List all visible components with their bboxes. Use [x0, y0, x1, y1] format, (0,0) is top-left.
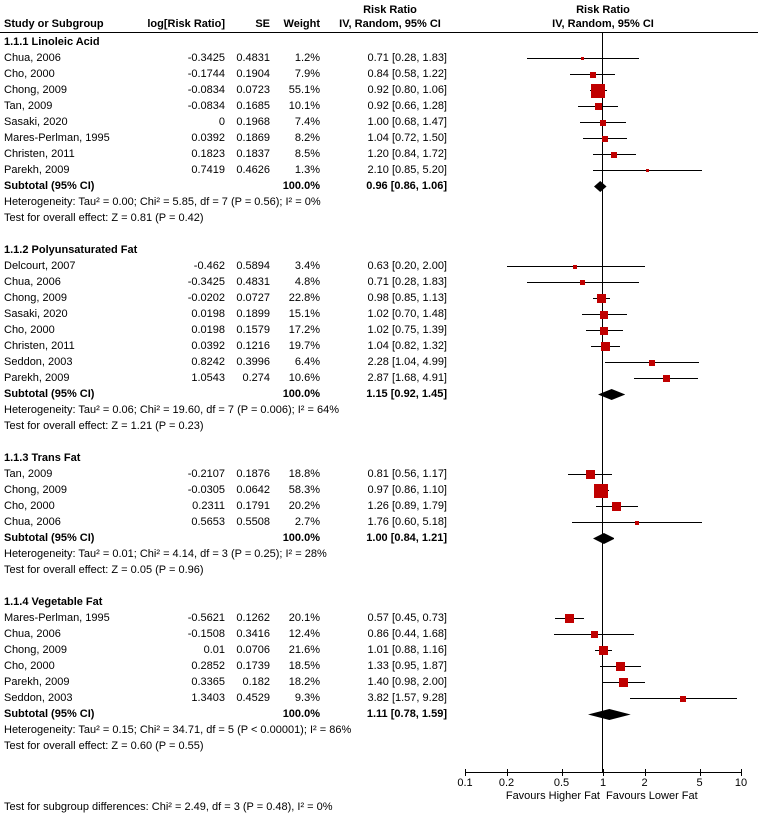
- weight-value: 1.2%: [294, 52, 320, 64]
- axis-tick: [645, 769, 646, 776]
- axis-tick: [562, 769, 563, 776]
- ci-text-value: 1.01 [0.88, 1.16]: [367, 644, 447, 656]
- se-value: 0.0727: [236, 292, 270, 304]
- study-label: Chua, 2006: [4, 516, 61, 528]
- log-rr-value: -0.0202: [187, 292, 225, 304]
- weight-value: 10.1%: [288, 100, 320, 112]
- axis-tick-label: 10: [734, 777, 748, 789]
- effect-square: [594, 484, 608, 498]
- ci-text-value: 1.26 [0.89, 1.79]: [367, 500, 447, 512]
- ci-text-value: 0.81 [0.56, 1.17]: [367, 468, 447, 480]
- overall-effect-text: Test for overall effect: Z = 1.21 (P = 0.23): [4, 420, 204, 432]
- log-rr-value: 0.8242: [191, 356, 225, 368]
- weight-value: 2.7%: [294, 516, 320, 528]
- axis-tick-label: 0.1: [457, 777, 473, 789]
- ci-text-value: 0.96 [0.86, 1.06]: [366, 180, 447, 192]
- se-value: 0.1739: [236, 660, 270, 672]
- se-value: 0.1579: [236, 324, 270, 336]
- weight-value: 3.4%: [294, 260, 320, 272]
- ci-text-value: 0.92 [0.66, 1.28]: [367, 100, 447, 112]
- ci-text-value: 2.87 [1.68, 4.91]: [367, 372, 447, 384]
- se-value: 0.0642: [236, 484, 270, 496]
- se-value: 0.1216: [236, 340, 270, 352]
- weight-value: 22.8%: [288, 292, 320, 304]
- effect-square: [612, 502, 621, 511]
- weight-value: 6.4%: [294, 356, 320, 368]
- ci-text-value: 0.57 [0.45, 0.73]: [367, 612, 447, 624]
- subgroup-title: 1.1.3 Trans Fat: [4, 452, 81, 464]
- axis-tick: [700, 769, 701, 776]
- ci-text-value: 1.33 [0.95, 1.87]: [367, 660, 447, 672]
- study-label: Cho, 2000: [4, 324, 55, 336]
- ci-text-value: 0.92 [0.80, 1.06]: [367, 84, 447, 96]
- column-header-se: SE: [255, 18, 270, 30]
- subgroup-title: 1.1.2 Polyunsaturated Fat: [4, 244, 138, 256]
- axis-tick-label: 0.2: [498, 777, 515, 789]
- effect-square: [600, 120, 606, 126]
- risk-ratio-title-left: Risk Ratio: [363, 4, 417, 16]
- study-label: Subtotal (95% CI): [4, 180, 95, 192]
- weight-value: 15.1%: [288, 308, 320, 320]
- effect-square: [591, 84, 605, 98]
- heterogeneity-text: Heterogeneity: Tau² = 0.00; Chi² = 5.85, df = 7 (P = 0.56); I² = 0%: [4, 196, 321, 208]
- weight-value: 100.0%: [282, 180, 320, 192]
- weight-value: 55.1%: [288, 84, 320, 96]
- ci-text-value: 1.20 [0.84, 1.72]: [367, 148, 447, 160]
- study-label: Mares-Perlman, 1995: [4, 132, 110, 144]
- log-rr-value: 0.7419: [191, 164, 225, 176]
- subtotal-diamond: [588, 709, 631, 720]
- effect-square: [580, 280, 585, 285]
- weight-value: 9.3%: [294, 692, 320, 704]
- se-value: 0.1899: [236, 308, 270, 320]
- overall-effect-text: Test for overall effect: Z = 0.81 (P = 0.42): [4, 212, 204, 224]
- se-value: 0.4831: [236, 276, 270, 288]
- axis-tick: [603, 769, 604, 776]
- effect-square: [590, 72, 596, 78]
- log-rr-value: 0.0392: [191, 340, 225, 352]
- study-label: Christen, 2011: [4, 340, 75, 352]
- study-label: Subtotal (95% CI): [4, 708, 95, 720]
- effect-square: [601, 342, 610, 351]
- se-value: 0.3416: [236, 628, 270, 640]
- weight-value: 18.5%: [288, 660, 320, 672]
- weight-value: 20.2%: [288, 500, 320, 512]
- ci-text-value: 0.71 [0.28, 1.83]: [367, 52, 447, 64]
- heterogeneity-text: Heterogeneity: Tau² = 0.06; Chi² = 19.60, df = 7 (P = 0.006); I² = 64%: [4, 404, 339, 416]
- se-value: 0.1685: [236, 100, 270, 112]
- weight-value: 7.4%: [294, 116, 320, 128]
- se-value: 0.3996: [236, 356, 270, 368]
- overall-effect-text: Test for overall effect: Z = 0.05 (P = 0.96): [4, 564, 204, 576]
- ci-text-value: 0.98 [0.85, 1.13]: [367, 292, 447, 304]
- heterogeneity-text: Heterogeneity: Tau² = 0.15; Chi² = 34.71, df = 5 (P < 0.00001); I² = 86%: [4, 724, 352, 736]
- weight-value: 8.5%: [294, 148, 320, 160]
- weight-value: 100.0%: [282, 532, 320, 544]
- effect-square: [663, 375, 670, 382]
- ci-text-value: 0.84 [0.58, 1.22]: [367, 68, 447, 80]
- weight-value: 8.2%: [294, 132, 320, 144]
- ci-text-value: 3.82 [1.57, 9.28]: [367, 692, 447, 704]
- study-label: Chong, 2009: [4, 84, 67, 96]
- log-rr-value: 0.1823: [191, 148, 225, 160]
- axis-tick-label: 1: [599, 777, 607, 789]
- study-label: Cho, 2000: [4, 500, 55, 512]
- log-rr-value: -0.462: [193, 260, 225, 272]
- se-value: 0.1791: [236, 500, 270, 512]
- study-label: Mares-Perlman, 1995: [4, 612, 110, 624]
- ci-text-value: 1.40 [0.98, 2.00]: [367, 676, 447, 688]
- study-label: Tan, 2009: [4, 468, 53, 480]
- study-label: Chua, 2006: [4, 52, 61, 64]
- effect-square: [573, 265, 577, 269]
- risk-ratio-title-right: Risk Ratio: [576, 4, 630, 16]
- log-rr-value: 0.0392: [191, 132, 225, 144]
- axis-tick-label: 0.5: [553, 777, 570, 789]
- study-label: Subtotal (95% CI): [4, 532, 95, 544]
- weight-value: 21.6%: [288, 644, 320, 656]
- weight-value: 20.1%: [288, 612, 320, 624]
- ci-text-value: 0.71 [0.28, 1.83]: [367, 276, 447, 288]
- effect-square: [600, 327, 608, 335]
- effect-square: [616, 662, 625, 671]
- effect-square: [600, 311, 608, 319]
- column-header-ci-text: IV, Random, 95% CI: [339, 18, 441, 30]
- column-header-study: Study or Subgroup: [4, 18, 104, 30]
- log-rr-value: 0.01: [203, 644, 225, 656]
- study-label: Parekh, 2009: [4, 372, 70, 384]
- heterogeneity-text: Heterogeneity: Tau² = 0.01; Chi² = 4.14, df = 3 (P = 0.25); I² = 28%: [4, 548, 327, 560]
- se-value: 0.1262: [236, 612, 270, 624]
- weight-value: 100.0%: [282, 388, 320, 400]
- column-header-ci-plot: IV, Random, 95% CI: [552, 18, 654, 30]
- se-value: 0.182: [242, 676, 270, 688]
- log-rr-value: 0.0198: [191, 324, 225, 336]
- study-label: Seddon, 2003: [4, 692, 73, 704]
- ci-text-value: 1.04 [0.72, 1.50]: [367, 132, 447, 144]
- study-label: Tan, 2009: [4, 100, 53, 112]
- log-rr-value: 0.3365: [191, 676, 225, 688]
- study-label: Delcourt, 2007: [4, 260, 76, 272]
- weight-value: 58.3%: [288, 484, 320, 496]
- column-header-weight: Weight: [283, 18, 320, 30]
- se-value: 0.0723: [236, 84, 270, 96]
- se-value: 0.5508: [236, 516, 270, 528]
- axis-tick: [741, 769, 742, 776]
- study-label: Sasaki, 2020: [4, 116, 68, 128]
- weight-value: 100.0%: [282, 708, 320, 720]
- log-rr-value: -0.0834: [187, 84, 225, 96]
- ci-text-value: 1.15 [0.92, 1.45]: [366, 388, 447, 400]
- ci-text-value: 1.76 [0.60, 5.18]: [367, 516, 447, 528]
- weight-value: 12.4%: [288, 628, 320, 640]
- log-rr-value: 0.2852: [191, 660, 225, 672]
- effect-square: [619, 678, 628, 687]
- ci-text-value: 1.02 [0.75, 1.39]: [367, 324, 447, 336]
- study-label: Sasaki, 2020: [4, 308, 68, 320]
- log-rr-value: 1.0543: [191, 372, 225, 384]
- subgroup-title: 1.1.1 Linoleic Acid: [4, 36, 100, 48]
- log-rr-value: -0.0305: [187, 484, 225, 496]
- se-value: 0.1968: [236, 116, 270, 128]
- weight-value: 18.2%: [288, 676, 320, 688]
- se-value: 0.1876: [236, 468, 270, 480]
- subgroup-difference-test: Test for subgroup differences: Chi² = 2.49, df = 3 (P = 0.48), I² = 0%: [4, 801, 333, 813]
- axis-tick: [465, 769, 466, 776]
- log-rr-value: 0.0198: [191, 308, 225, 320]
- log-rr-value: 0.2311: [192, 500, 225, 512]
- axis-tick: [507, 769, 508, 776]
- axis-tick-label: 5: [696, 777, 703, 789]
- log-rr-value: 0: [218, 116, 225, 128]
- log-rr-value: -0.2107: [187, 468, 225, 480]
- se-value: 0.1837: [236, 148, 270, 160]
- study-label: Parekh, 2009: [4, 164, 70, 176]
- se-value: 0.1869: [236, 132, 270, 144]
- log-rr-value: 0.5653: [191, 516, 225, 528]
- ci-text-value: 0.86 [0.44, 1.68]: [367, 628, 447, 640]
- se-value: 0.4529: [236, 692, 270, 704]
- column-header-log-rr: log[Risk Ratio]: [147, 18, 225, 30]
- ci-text-value: 2.10 [0.85, 5.20]: [367, 164, 447, 176]
- weight-value: 1.3%: [294, 164, 320, 176]
- log-rr-value: -0.1508: [187, 628, 225, 640]
- log-rr-value: -0.3425: [187, 276, 225, 288]
- effect-square: [595, 103, 602, 110]
- weight-value: 10.6%: [288, 372, 320, 384]
- favours-right-label: Favours Lower Fat: [606, 790, 698, 802]
- ci-text-value: 0.63 [0.20, 2.00]: [367, 260, 447, 272]
- ci-text-value: 0.97 [0.86, 1.10]: [367, 484, 447, 496]
- log-rr-value: -0.3425: [187, 52, 225, 64]
- ci-text-value: 2.28 [1.04, 4.99]: [367, 356, 447, 368]
- effect-square: [581, 57, 584, 60]
- study-label: Chong, 2009: [4, 292, 67, 304]
- effect-square: [599, 646, 608, 655]
- effect-square: [646, 169, 649, 172]
- se-value: 0.4831: [236, 52, 270, 64]
- effect-square: [635, 521, 639, 525]
- log-rr-value: -0.0834: [187, 100, 225, 112]
- effect-square: [611, 152, 617, 158]
- ci-text-value: 1.00 [0.68, 1.47]: [367, 116, 447, 128]
- se-value: 0.0706: [236, 644, 270, 656]
- se-value: 0.5894: [236, 260, 270, 272]
- study-label: Chong, 2009: [4, 484, 67, 496]
- effect-square: [565, 614, 574, 623]
- weight-value: 17.2%: [288, 324, 320, 336]
- ci-text-value: 1.02 [0.70, 1.48]: [367, 308, 447, 320]
- se-value: 0.274: [242, 372, 270, 384]
- effect-square: [649, 360, 655, 366]
- ci-text-value: 1.00 [0.84, 1.21]: [366, 532, 447, 544]
- study-label: Chua, 2006: [4, 276, 61, 288]
- effect-square: [586, 470, 595, 479]
- log-rr-value: 1.3403: [191, 692, 225, 704]
- weight-value: 18.8%: [288, 468, 320, 480]
- weight-value: 7.9%: [294, 68, 320, 80]
- study-label: Subtotal (95% CI): [4, 388, 95, 400]
- subtotal-diamond: [594, 181, 607, 192]
- ci-text-value: 1.04 [0.82, 1.32]: [367, 340, 447, 352]
- se-value: 0.4626: [236, 164, 270, 176]
- study-label: Seddon, 2003: [4, 356, 73, 368]
- favours-left-label: Favours Higher Fat: [505, 790, 600, 802]
- log-rr-value: -0.1744: [187, 68, 225, 80]
- study-label: Chong, 2009: [4, 644, 67, 656]
- study-label: Chua, 2006: [4, 628, 61, 640]
- se-value: 0.1904: [236, 68, 270, 80]
- overall-effect-text: Test for overall effect: Z = 0.60 (P = 0.55): [4, 740, 204, 752]
- subgroup-title: 1.1.4 Vegetable Fat: [4, 596, 103, 608]
- effect-square: [602, 136, 608, 142]
- header-divider: [0, 32, 758, 33]
- study-label: Cho, 2000: [4, 660, 55, 672]
- log-rr-value: -0.5621: [187, 612, 225, 624]
- effect-square: [591, 631, 598, 638]
- subtotal-diamond: [598, 389, 625, 400]
- null-effect-line: [602, 33, 603, 773]
- weight-value: 19.7%: [288, 340, 320, 352]
- study-label: Cho, 2000: [4, 68, 55, 80]
- subtotal-diamond: [593, 533, 615, 544]
- ci-text-value: 1.11 [0.78, 1.59]: [366, 708, 447, 720]
- axis-tick-label: 2: [641, 777, 648, 789]
- study-label: Parekh, 2009: [4, 676, 70, 688]
- effect-square: [680, 696, 686, 702]
- study-label: Christen, 2011: [4, 148, 75, 160]
- effect-square: [597, 294, 606, 303]
- weight-value: 4.8%: [294, 276, 320, 288]
